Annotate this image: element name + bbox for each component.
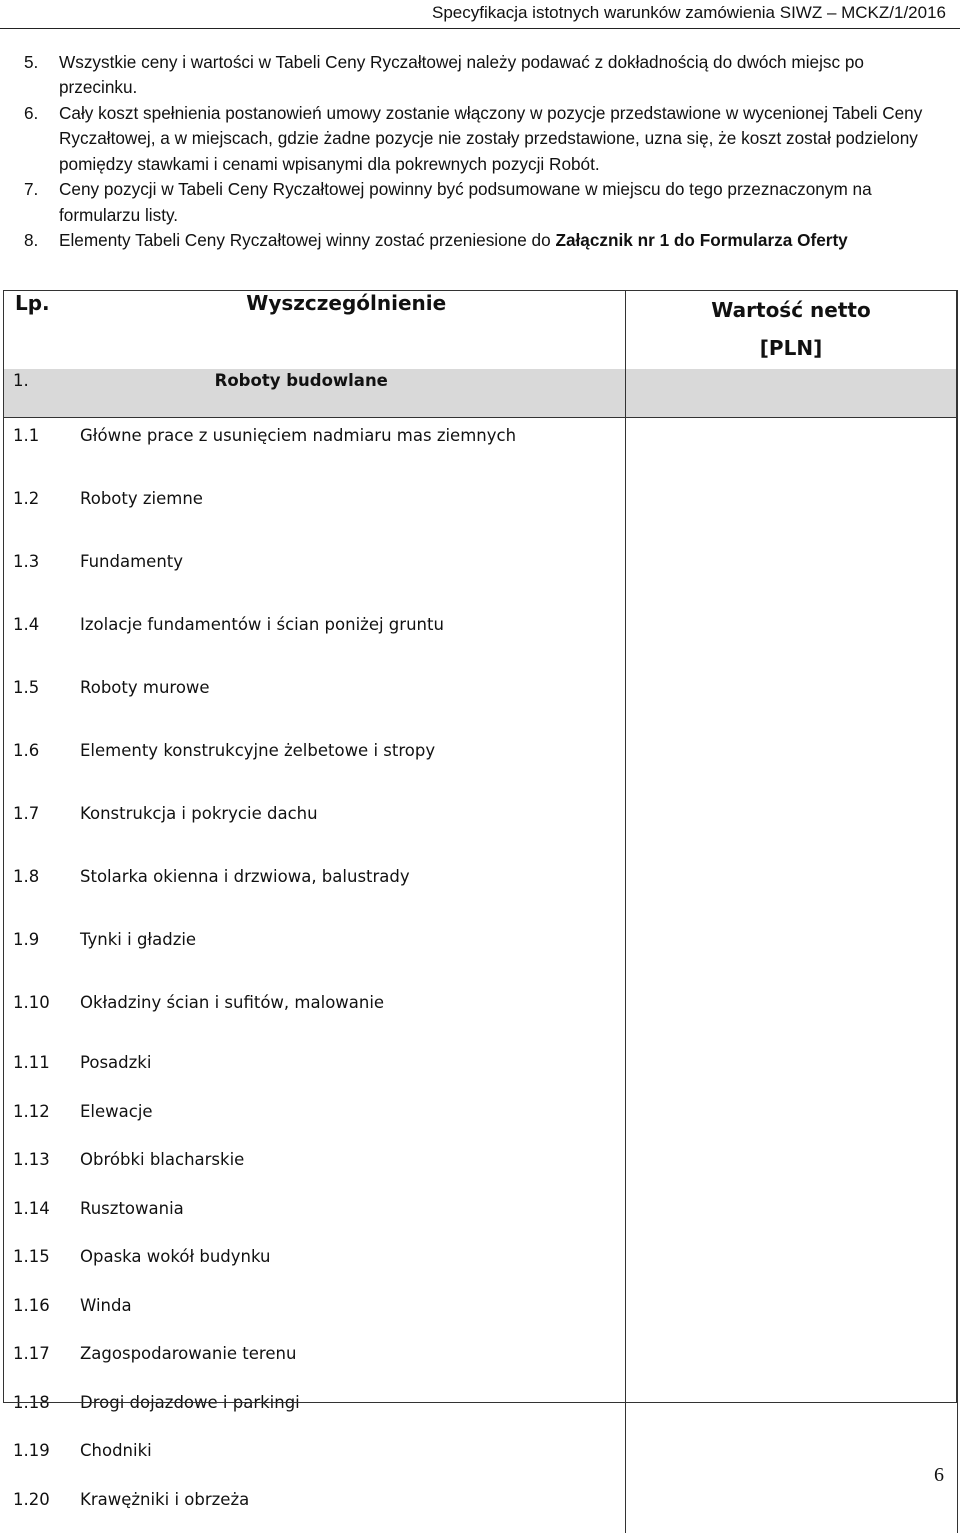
table-row [3,1145,957,1194]
row-description: Elewacje [68,1097,625,1146]
page-header [0,0,960,29]
row-value-input-cell[interactable] [625,481,957,544]
header-net-value-line2: [PLN] [626,329,957,367]
instruction-item [0,101,960,177]
row-description: Konstrukcja i pokrycie dachu [68,796,625,859]
row-lp: 1.2 [3,481,68,544]
row-description: Drogi dojazdowe i parkingi [68,1388,625,1437]
row-value-input-cell[interactable] [625,1436,957,1485]
row-value-input-cell[interactable] [625,1194,957,1243]
table-row [3,1339,957,1388]
row-value-input-cell[interactable] [625,544,957,607]
section-lp: 1. [3,369,68,418]
row-description: Okładziny ścian i sufitów, malowanie [68,985,625,1048]
row-lp: 1.4 [3,607,68,670]
row-value-input-cell[interactable] [625,1048,957,1097]
row-description: Opaska wokół budynku [68,1242,625,1291]
table-row [3,1291,957,1340]
row-value-input-cell[interactable] [625,859,957,922]
item-text: Cały koszt spełnienia postanowień umowy zostanie włączony w pozycje przedstawione w wycenionej Tabeli Ceny Ryczałtowej, a w miejscach, gdzie żadne pozycje nie zostały przedstawione, uzna się, że koszt został podzielony pomiędzy stawkami i cenami wpisanymi dla pokrewnych pozycji Robót. [59,103,922,174]
row-description: Stolarka okienna i drzwiowa, balustrady [68,859,625,922]
section-value-cell [625,369,957,418]
row-description: Izolacje fundamentów i ścian poniżej gruntu [68,607,625,670]
row-lp: 1.17 [3,1339,68,1388]
attachment-reference: Załącznik nr 1 do Formularza Oferty [555,230,847,250]
row-lp: 1.8 [3,859,68,922]
table-row [3,1097,957,1146]
row-description: Chodniki [68,1436,625,1485]
table-row [3,922,957,985]
row-lp: 1.6 [3,733,68,796]
table-row [3,1048,957,1097]
row-value-input-cell[interactable] [625,985,957,1048]
row-lp: 1.19 [3,1436,68,1485]
row-lp: 1.15 [3,1242,68,1291]
table-row [3,670,957,733]
row-lp: 1.16 [3,1291,68,1340]
table-row [3,733,957,796]
row-value-input-cell[interactable] [625,607,957,670]
row-value-input-cell[interactable] [625,670,957,733]
section-row [3,369,957,418]
table-row [3,481,957,544]
instruction-list [0,50,960,254]
item-number: 7. [24,177,38,202]
row-description: Roboty ziemne [68,481,625,544]
table-row [3,1436,957,1485]
row-description: Tynki i gładzie [68,922,625,985]
table-row [3,859,957,922]
price-table [3,290,958,1533]
row-description: Rusztowania [68,1194,625,1243]
row-value-input-cell[interactable] [625,1145,957,1194]
item-text: Elementy Tabeli Ceny Ryczałtowej winny zostać przeniesione do [59,230,555,250]
row-lp: 1.11 [3,1048,68,1097]
table-row [3,796,957,859]
row-value-input-cell[interactable] [625,1097,957,1146]
row-value-input-cell[interactable] [625,796,957,859]
row-lp: 1.7 [3,796,68,859]
header-description: Wyszczególnienie [68,291,625,370]
row-description: Obróbki blacharskie [68,1145,625,1194]
row-description: Posadzki [68,1048,625,1097]
table-row [3,544,957,607]
item-number: 6. [24,101,38,126]
table-row [3,1485,957,1533]
table-header-row [3,291,957,370]
row-lp: 1.9 [3,922,68,985]
row-lp: 1.13 [3,1145,68,1194]
item-number: 8. [24,228,38,253]
table-row [3,1388,957,1437]
row-lp: 1.20 [3,1485,68,1533]
row-value-input-cell[interactable] [625,1339,957,1388]
table-row [3,607,957,670]
row-value-input-cell[interactable] [625,1388,957,1437]
row-description: Winda [68,1291,625,1340]
row-lp: 1.12 [3,1097,68,1146]
item-text: Wszystkie ceny i wartości w Tabeli Ceny Ryczałtowej należy podawać z dokładnością do dwóch miejsc po przecinku. [59,52,864,97]
table-row [3,418,957,482]
row-value-input-cell[interactable] [625,418,957,482]
header-lp: Lp. [3,291,68,370]
instruction-item [0,228,960,253]
row-value-input-cell[interactable] [625,1242,957,1291]
instruction-item [0,177,960,228]
row-description: Zagospodarowanie terenu [68,1339,625,1388]
item-number: 5. [24,50,38,75]
row-value-input-cell[interactable] [625,733,957,796]
row-lp: 1.18 [3,1388,68,1437]
row-description: Główne prace z usunięciem nadmiaru mas ziemnych [68,418,625,482]
section-title: Roboty budowlane [68,369,625,418]
page-number: 6 [934,1464,944,1487]
row-description: Fundamenty [68,544,625,607]
instruction-item [0,50,960,101]
row-lp: 1.14 [3,1194,68,1243]
row-description: Krawężniki i obrzeża [68,1485,625,1533]
row-value-input-cell[interactable] [625,922,957,985]
table-row [3,1194,957,1243]
row-lp: 1.5 [3,670,68,733]
row-description: Roboty murowe [68,670,625,733]
table-row [3,1242,957,1291]
row-value-input-cell[interactable] [625,1291,957,1340]
table-row [3,985,957,1048]
row-lp: 1.10 [3,985,68,1048]
item-text: Ceny pozycji w Tabeli Ceny Ryczałtowej powinny być podsumowane w miejscu do tego przeznaczonym na formularzu listy. [59,179,872,224]
row-lp: 1.1 [3,418,68,482]
header-net-value [625,291,957,370]
row-value-input-cell[interactable] [625,1485,957,1533]
header-net-value-line1: Wartość netto [626,291,957,329]
row-lp: 1.3 [3,544,68,607]
row-description: Elementy konstrukcyjne żelbetowe i stropy [68,733,625,796]
document-title: Specyfikacja istotnych warunków zamówienia SIWZ – MCKZ/1/2016 [432,3,946,23]
